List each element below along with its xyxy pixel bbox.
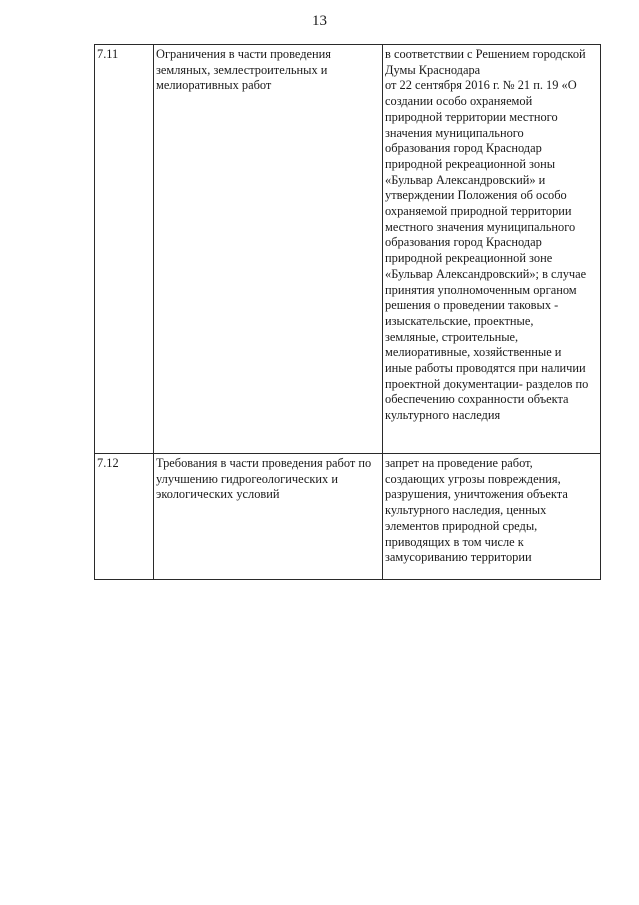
requirements-table — [94, 44, 601, 580]
requirement-name: Требования в части проведения работ по улучшению гидрогеологических и экологических условий — [156, 456, 372, 502]
requirement-name-cell — [154, 45, 383, 454]
row-number: 7.11 — [97, 47, 119, 61]
requirement-name: Ограничения в части проведения земляных, землестроительных и мелиоративных работ — [156, 47, 331, 93]
requirement-description: в соответствии с Решением городской Думы Краснодара от 22 сентября 2016 г. № 21 п. 19 «О создании особо охраняемой природной территории местного значения муниципального образования город Краснодар природной рекреационной зоны «Бульвар Александровский» и утверждении Положения об особо охраняемой природной территории местного значения муниципального образования город Краснодар природной рекреационной зоне «Бульвар Александровский»; в случае принятия уполномоченным органом решения о проведении таковых - изыскательские, проектные, земляные, строительные, мелиоративные, хозяйственные и иные работы проводятся при наличии проектной документации- разделов по обеспечению сохранности объекта культурного наследия — [385, 47, 589, 423]
requirement-description-cell — [383, 45, 601, 454]
table-row — [95, 45, 601, 454]
row-number: 7.12 — [97, 456, 119, 470]
row-number-cell — [95, 45, 154, 454]
requirement-name-cell — [154, 454, 383, 580]
row-number-cell — [95, 454, 154, 580]
table-row — [95, 454, 601, 580]
requirement-description-cell — [383, 454, 601, 580]
requirement-description: запрет на проведение работ, создающих угрозы повреждения, разрушения, уничтожения объекта культурного наследия, ценных элементов природной среды, приводящих в том числе к замусориванию территории — [385, 456, 568, 565]
page-number: 13 — [312, 13, 327, 29]
